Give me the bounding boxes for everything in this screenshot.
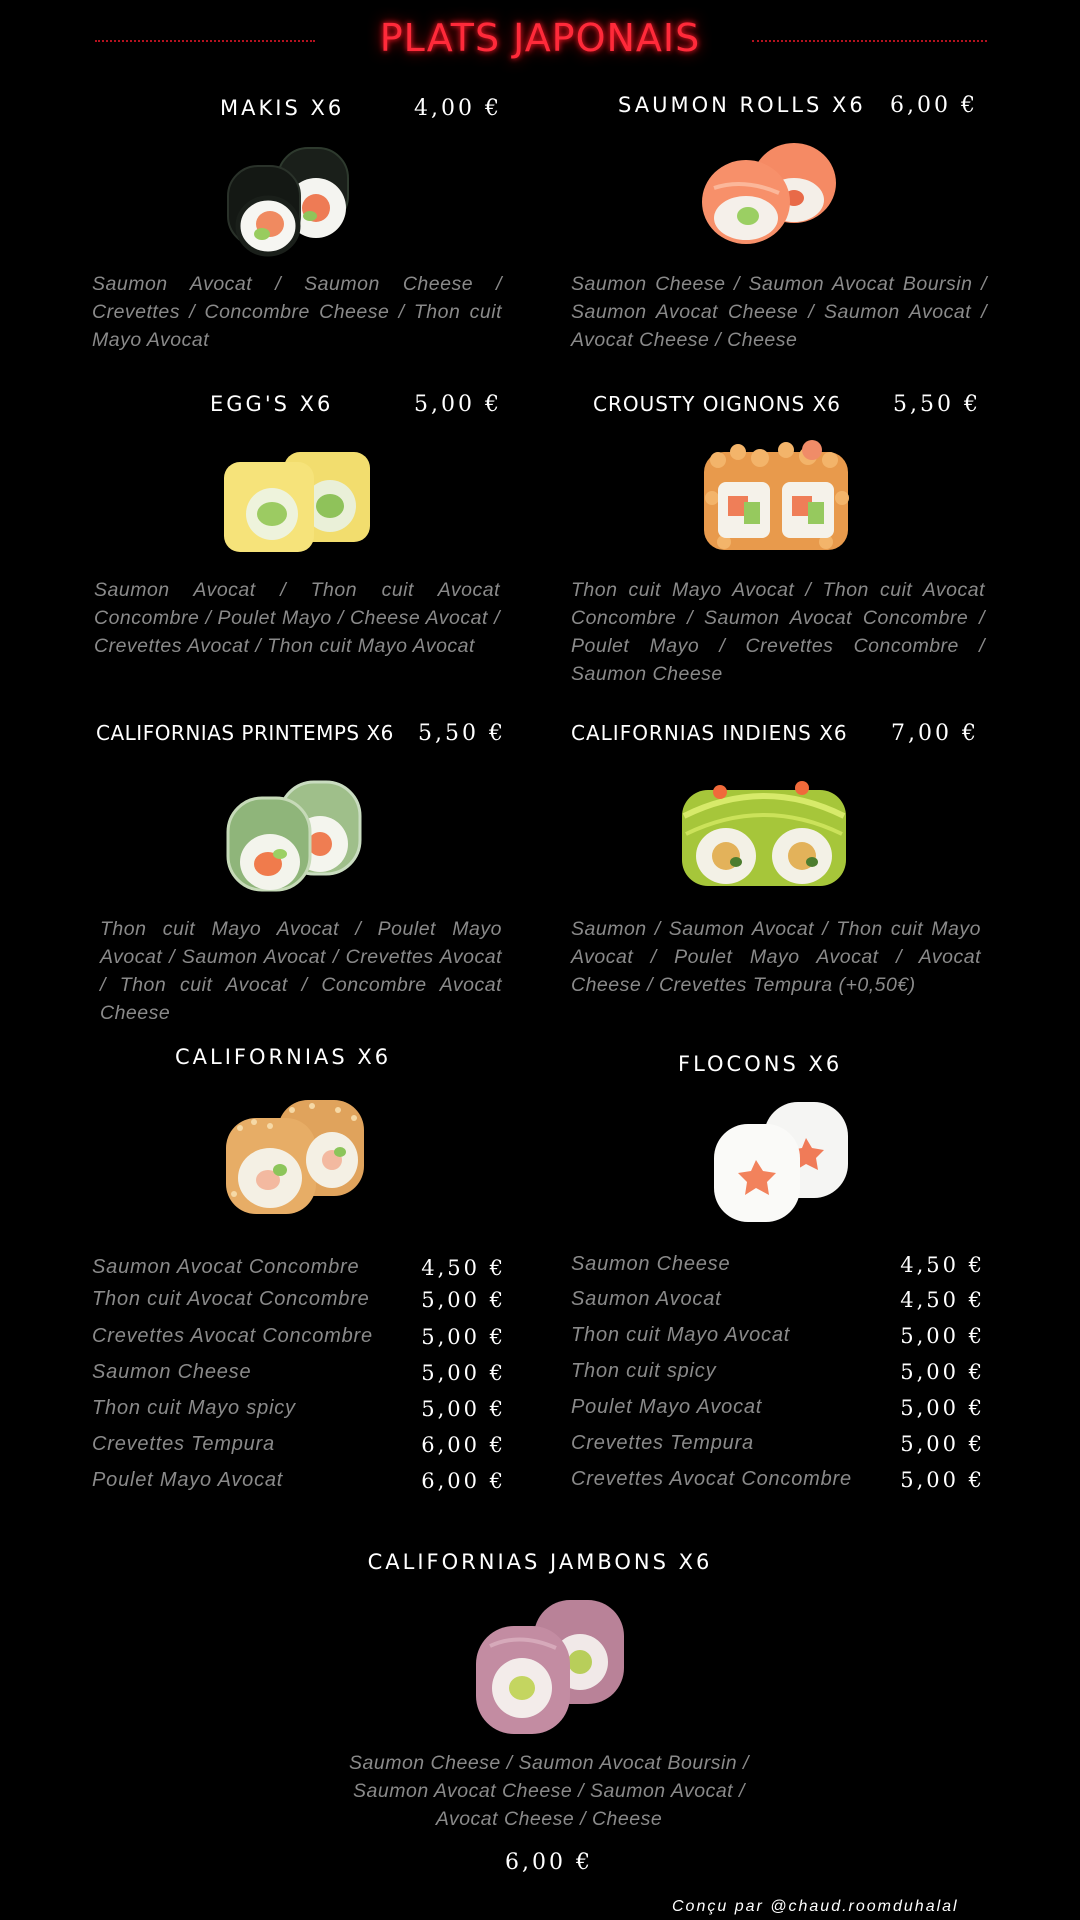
egg-roll-image: [220, 446, 378, 556]
item-name-crousty: CROUSTY OIGNONS X6: [593, 392, 842, 416]
flocons-row-price: 5,00 €: [900, 1468, 985, 1492]
item-name-flocons: FLOCONS X6: [678, 1052, 843, 1076]
item-desc-indiens: Saumon / Saumon Avocat / Thon cuit Mayo Avocat / Poulet Mayo Avocat / Avocat Cheese / Crevettes Tempura (+0,50€): [571, 918, 981, 996]
flocons-row-price: 5,00 €: [900, 1360, 985, 1384]
salmon-roll-image: [694, 138, 844, 250]
item-desc-printemps: Thon cuit Mayo Avocat / Poulet Mayo Avocat / Saumon Avocat / Crevettes Avocat / Thon cuit Avocat / Concombre Avocat Cheese: [100, 918, 502, 1024]
item-price-makis: 4,00 €: [414, 96, 502, 121]
item-price-indiens: 7,00 €: [891, 721, 979, 746]
printemps-roll-image: [224, 776, 366, 896]
flocon-roll-image: [708, 1098, 854, 1226]
item-name-makis: MAKIS X6: [220, 96, 345, 120]
flocons-row-label: Crevettes Tempura: [571, 1432, 754, 1454]
californias-row-price: 5,00 €: [421, 1325, 506, 1349]
californias-row-price: 4,50 €: [421, 1256, 506, 1280]
item-name-printemps: CALIFORNIAS PRINTEMPS X6: [96, 721, 394, 745]
californias-row-price: 5,00 €: [421, 1288, 506, 1312]
californias-row-label: Poulet Mayo Avocat: [92, 1469, 284, 1491]
page-title: PLATS JAPONAIS: [379, 16, 701, 60]
item-name-indiens: CALIFORNIAS INDIENS X6: [571, 721, 848, 745]
crousty-roll-image: [698, 438, 854, 556]
flocons-row-price: 4,50 €: [900, 1253, 985, 1277]
item-desc-makis: Saumon Avocat / Saumon Cheese / Crevettes / Concombre Cheese / Thon cuit Mayo Avocat: [92, 273, 502, 351]
flocons-row-price: 5,00 €: [900, 1432, 985, 1456]
californias-row-price: 5,00 €: [421, 1397, 506, 1421]
californias-row-label: Saumon Avocat Concombre: [92, 1256, 360, 1278]
footer-credit: Conçu par @chaud.roomduhalal: [672, 1898, 959, 1915]
flocons-row-label: Poulet Mayo Avocat: [571, 1396, 763, 1418]
flocons-row-label: Thon cuit Mayo Avocat: [571, 1324, 791, 1346]
jambons-desc-line-2: Saumon Avocat Cheese / Saumon Avocat /: [353, 1780, 745, 1802]
item-name-saumon-rolls: SAUMON ROLLS X6: [618, 93, 866, 117]
item-desc-jambons: [0, 1749, 1080, 1833]
flocons-row-price: 5,00 €: [900, 1396, 985, 1420]
californias-row-label: Saumon Cheese: [92, 1361, 252, 1383]
jambons-desc-line-3: Avocat Cheese / Cheese: [435, 1808, 663, 1830]
item-price-crousty: 5,50 €: [893, 392, 981, 417]
item-desc-crousty: Thon cuit Mayo Avocat / Thon cuit Avocat Concombre / Saumon Avocat Concombre / Poulet Mayo / Crevettes Concombre / Saumon Cheese: [571, 579, 985, 685]
californias-row-label: Crevettes Avocat Concombre: [92, 1325, 373, 1347]
item-desc-saumon-rolls: Saumon Cheese / Saumon Avocat Boursin / Saumon Avocat Cheese / Saumon Avocat / Avocat Cheese / Cheese: [571, 273, 987, 351]
flocons-row-label: Thon cuit spicy: [571, 1360, 717, 1382]
item-name-jambons: CALIFORNIAS JAMBONS X6: [367, 1550, 713, 1574]
header-divider-right: [752, 40, 987, 42]
item-name-eggs: EGG'S X6: [210, 392, 334, 416]
item-price-jambons: 6,00 €: [505, 1850, 593, 1875]
flocons-row-label: Crevettes Avocat Concombre: [571, 1468, 852, 1490]
indiens-roll-image: [674, 776, 854, 894]
californias-row-price: 6,00 €: [421, 1469, 506, 1493]
item-desc-eggs: Saumon Avocat / Thon cuit Avocat Concombre / Poulet Mayo / Cheese Avocat / Crevettes Avocat / Thon cuit Mayo Avocat: [94, 579, 500, 657]
californias-row-price: 5,00 €: [421, 1361, 506, 1385]
flocons-row-price: 5,00 €: [900, 1324, 985, 1348]
item-price-saumon-rolls: 6,00 €: [890, 93, 978, 118]
californias-row-price: 6,00 €: [421, 1433, 506, 1457]
jambon-roll-image: [470, 1596, 630, 1740]
flocons-row-label: Saumon Avocat: [571, 1288, 722, 1310]
item-name-californias: CALIFORNIAS X6: [175, 1045, 392, 1069]
californias-row-label: Thon cuit Mayo spicy: [92, 1397, 296, 1419]
item-price-printemps: 5,50 €: [418, 721, 506, 746]
flocons-row-label: Saumon Cheese: [571, 1253, 731, 1275]
californias-row-label: Crevettes Tempura: [92, 1433, 275, 1455]
jambons-desc-line-1: Saumon Cheese / Saumon Avocat Boursin /: [349, 1752, 749, 1774]
maki-roll-image: [218, 138, 370, 260]
california-roll-image: [220, 1094, 370, 1218]
item-price-eggs: 5,00 €: [414, 392, 502, 417]
flocons-row-price: 4,50 €: [900, 1288, 985, 1312]
californias-row-label: Thon cuit Avocat Concombre: [92, 1288, 370, 1310]
